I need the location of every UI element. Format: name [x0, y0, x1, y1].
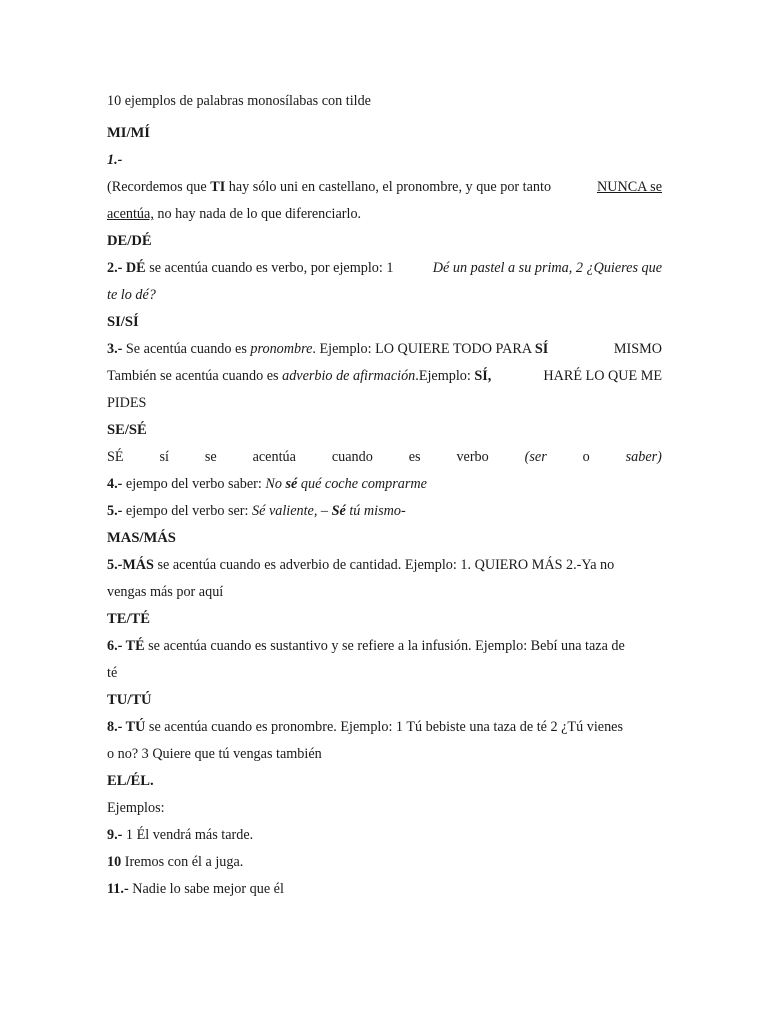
italic-word: saber) — [625, 449, 662, 465]
underlined-text: acentúa, — [107, 206, 154, 222]
text: no hay nada de lo que diferenciarlo. — [153, 206, 362, 222]
paragraph-line — [107, 205, 662, 223]
paragraph-line — [107, 286, 662, 304]
bold-word: SÍ — [534, 341, 549, 357]
example-number: 3.- — [107, 341, 123, 357]
text: .Ejemplo: — [415, 368, 475, 384]
italic-text: qué coche comprarme — [297, 476, 427, 492]
example-number: 1.- — [107, 152, 123, 168]
document-title: 10 ejemplos de palabras monosílabas con tilde — [107, 93, 371, 109]
example-number: 11.- — [107, 881, 129, 897]
example-number-1 — [107, 151, 662, 169]
text: hay sólo uni en castellano, el pronombre, y que por tanto — [225, 179, 552, 195]
example-number: 9.- — [107, 827, 123, 843]
example-number: 5.-MÁS — [107, 557, 154, 573]
word: verbo — [456, 449, 489, 465]
paragraph-line: PIDES — [107, 395, 147, 411]
text: se acentúa cuando es pronombre. Ejemplo: 1 Tú bebiste una taza de té 2 ¿Tú vienes — [145, 719, 623, 735]
paragraph-line — [107, 853, 662, 871]
text: Nadie lo sabe mejor que él — [128, 881, 284, 897]
italic-example: Dé un pastel a su prima, 2 ¿Quieres que — [432, 260, 662, 276]
bold-word: TÚ — [125, 719, 146, 735]
text: También se acentúa cuando es — [107, 368, 283, 384]
section-heading-el: EL/ÉL. — [107, 773, 154, 789]
section-heading-se: SE/SÉ — [107, 422, 147, 438]
word: cuando — [331, 449, 373, 465]
bold-word: TÉ — [125, 638, 145, 654]
word: SÉ — [107, 449, 124, 465]
text: Iremos con él a juga. — [121, 854, 244, 870]
text-segment — [107, 340, 548, 358]
paragraph-line — [107, 637, 662, 655]
text-segment — [107, 178, 551, 196]
text: ejempo del verbo ser: — [122, 503, 252, 519]
text: se acentúa cuando es adverbio de cantidad. Ejemplo: 1. QUIERO MÁS 2.-Ya no — [153, 557, 615, 573]
word: se — [204, 449, 217, 465]
italic-text: tú mismo- — [345, 503, 406, 519]
section-heading-si: SI/SÍ — [107, 314, 139, 330]
bold-word: DÉ — [125, 260, 146, 276]
italic-example: te lo dé? — [107, 287, 156, 303]
section-heading-te: TE/TÉ — [107, 611, 150, 627]
bold-word: TI — [210, 179, 226, 195]
example-number: 10 — [107, 854, 122, 870]
text: ejempo del verbo saber: — [122, 476, 266, 492]
example-number: 4.- — [107, 476, 123, 492]
section-heading-mi: MI/MÍ — [107, 125, 150, 141]
text: Se acentúa cuando es — [122, 341, 251, 357]
bold-word: SÍ, — [474, 368, 492, 384]
paragraph-line — [107, 475, 662, 493]
paragraph-line — [107, 556, 662, 574]
section-heading-de: DE/DÉ — [107, 233, 152, 249]
italic-text: pronombre — [250, 341, 313, 357]
text: se acentúa cuando es sustantivo y se refiere a la infusión. Ejemplo: Bebí una taza de — [144, 638, 625, 654]
example-number: 6.- — [107, 638, 126, 654]
underlined-text: NUNCA se — [596, 179, 662, 195]
paragraph-line — [107, 259, 662, 277]
bold-italic-word: Sé — [331, 503, 346, 519]
text: . Ejemplo: LO QUIERE TODO PARA — [312, 341, 535, 357]
example-number: 2.- — [107, 260, 126, 276]
word: sí — [159, 449, 169, 465]
paragraph-line — [107, 367, 662, 385]
word: o — [582, 449, 590, 465]
paragraph-line: vengas más por aquí — [107, 584, 224, 600]
paragraph-line — [107, 718, 662, 736]
paragraph-line — [107, 502, 662, 520]
text: MISMO — [613, 341, 662, 357]
paragraph-line — [107, 826, 662, 844]
justified-line — [107, 448, 662, 466]
paragraph-line — [107, 880, 662, 898]
word: es — [408, 449, 421, 465]
paragraph-line: Ejemplos: — [107, 800, 165, 816]
text: HARÉ LO QUE ME — [543, 368, 662, 384]
text: (Recordemos que — [107, 179, 211, 195]
text-segment — [107, 367, 491, 385]
italic-text: adverbio de afirmación — [282, 368, 416, 384]
paragraph-line — [107, 178, 662, 196]
example-number: 5.- — [107, 503, 123, 519]
paragraph-line: té — [107, 665, 118, 681]
word: acentúa — [252, 449, 296, 465]
example-number: 8.- — [107, 719, 126, 735]
text: 1 Él vendrá más tarde. — [122, 827, 254, 843]
bold-italic-word: sé — [285, 476, 298, 492]
italic-text: No — [265, 476, 286, 492]
text-segment — [107, 259, 393, 277]
paragraph-line: o no? 3 Quiere que tú vengas también — [107, 746, 322, 762]
italic-word: (ser — [524, 449, 547, 465]
section-heading-mas: MAS/MÁS — [107, 530, 176, 546]
paragraph-line — [107, 340, 662, 358]
italic-text: Sé valiente, – — [252, 503, 332, 519]
text: se acentúa cuando es verbo, por ejemplo: 1 — [145, 260, 394, 276]
section-heading-tu: TU/TÚ — [107, 692, 152, 708]
